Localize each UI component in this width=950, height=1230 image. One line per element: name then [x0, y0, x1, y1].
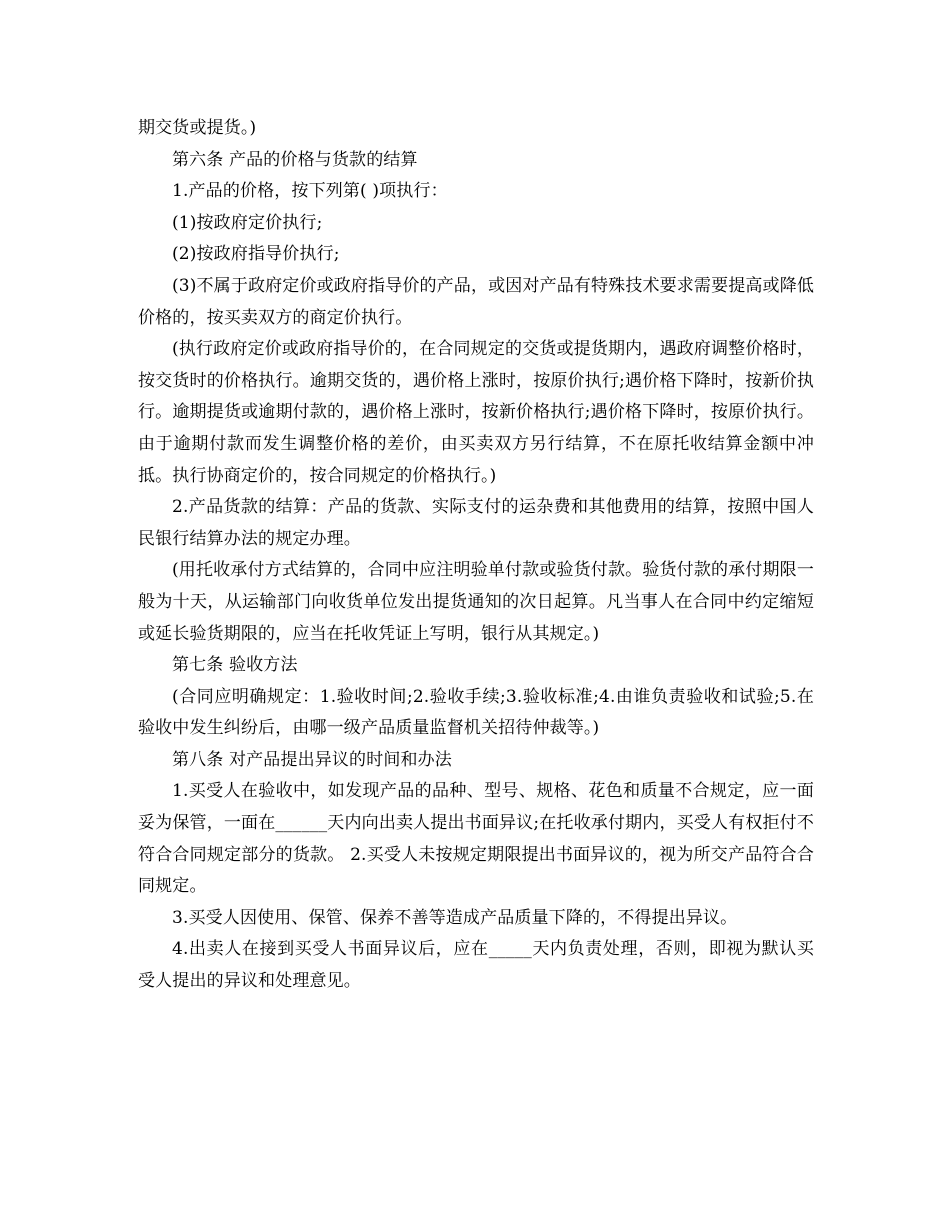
article-8-heading: 第八条 对产品提出异议的时间和办法: [172, 749, 452, 770]
objection-clause-4: 4.出卖人在接到买受人书面异议后，应在_____天内负责处理，否则，即视为默认买受人提出的异议和处理意见。: [138, 939, 814, 992]
article-7-heading: 第七条 验收方法: [172, 655, 298, 676]
paragraph-continuation: 期交货或提货。): [138, 118, 257, 138]
inspection-note: (合同应明确规定：1.验收时间;2.验收手续;3.验收标准;4.由谁负责验收和试验;5.在验收中发生纠纷后，由哪一级产品质量监督机关招待仲裁等。): [138, 686, 814, 739]
settlement-clause: 2.产品货款的结算：产品的货款、实际支付的运杂费和其他费用的结算，按照中国人民银行结算办法的规定办理。: [138, 497, 814, 549]
price-clause: 1.产品的价格，按下列第( )项执行：: [172, 181, 448, 202]
price-option-3: (3)不属于政府定价或政府指导价的产品，或因对产品有特殊技术要求需要提高或降低价格的，按买卖双方的商定价执行。: [138, 275, 814, 328]
objection-clause-3: 3.买受人因使用、保管、保养不善等造成产品质量下降的，不得提出异议。: [172, 907, 738, 928]
price-adjustment-note: (执行政府定价或政府指导价的，在合同规定的交货或提货期内，遇政府调整价格时，按交货时的价格执行。逾期交货的，遇价格上涨时，按原价执行;遇价格下降时，按新价执行。逾期提货或逾期付款的，遇价格上涨时，按新价格执行;遇价格下降时，按原价执行。由于逾期付款而发生调整价格的差价，由买卖双方另行结算，不在原托收结算金额中冲抵。执行协商定价的，按合同规定的价格执行。): [138, 339, 814, 486]
price-option-2: (2)按政府指导价执行;: [172, 244, 340, 265]
document-body: [138, 113, 814, 998]
price-option-1: (1)按政府定价执行;: [172, 212, 323, 233]
collection-acceptance-note: (用托收承付方式结算的，合同中应注明验单付款或验货付款。验货付款的承付期限一般为十天，从运输部门向收货单位发出提货通知的次日起算。凡当事人在合同中约定缩短或延长验货期限的，应当在托收凭证上写明，银行从其规定。): [138, 560, 814, 644]
article-6-heading: 第六条 产品的价格与货款的结算: [172, 149, 418, 170]
objection-clause-1-2: 1.买受人在验收中，如发现产品的品种、型号、规格、花色和质量不合规定，应一面妥为保管，一面在______天内向出卖人提出书面异议;在托收承付期内，买受人有权拒付不符合合同规定部分的货款。 2.买受人未按规定期限提出书面异议的，视为所交产品符合合同规定。: [138, 781, 814, 897]
